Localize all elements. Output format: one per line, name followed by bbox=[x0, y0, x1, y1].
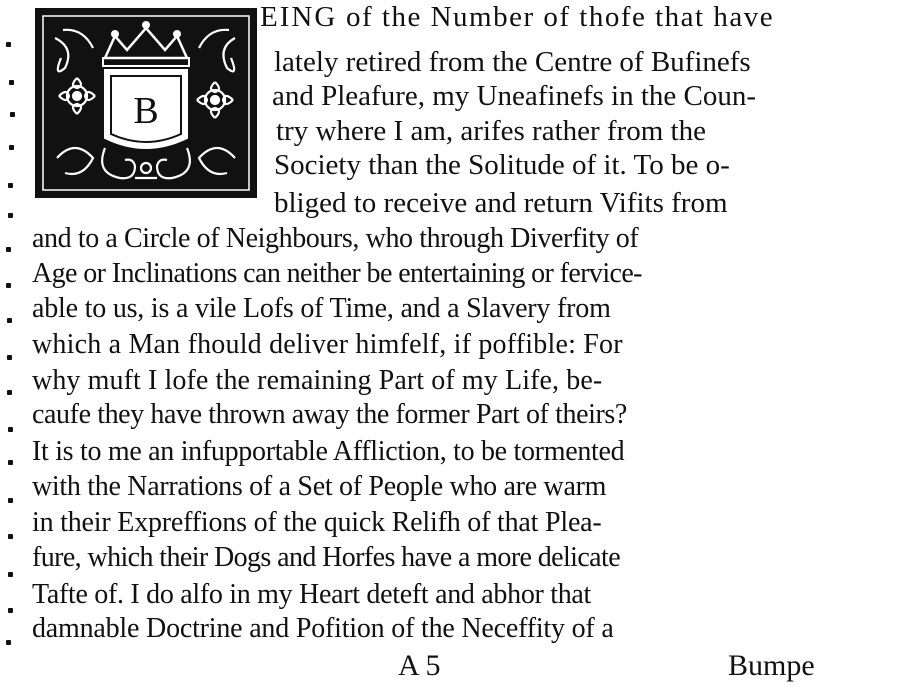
text-line-18: damnable Doctrine and Pofition of the Neceffity of a bbox=[32, 613, 614, 644]
text-line-13: It is to me an infupportable Affliction, to be tormented bbox=[32, 436, 625, 467]
text-line-8: Age or Inclinations can neither be entertaining or fervice- bbox=[32, 258, 642, 289]
first-line-rest: of the Number of thofe that have bbox=[346, 1, 775, 33]
text-line-6: bliged to receive and return Vifits from bbox=[274, 187, 728, 219]
text-line-3: and Pleafure, my Uneafinefs in the Coun- bbox=[272, 80, 756, 112]
left-margin-specks bbox=[0, 0, 30, 691]
text-line-9: able to us, is a vile Lofs of Time, and a Slavery from bbox=[32, 293, 611, 324]
decorated-initial-letter bbox=[35, 8, 257, 198]
text-line-1 bbox=[260, 0, 774, 34]
text-line-17: Tafte of. I do alfo in my Heart deteft and abhor that bbox=[32, 579, 592, 610]
catchword: Bumpe bbox=[728, 649, 815, 682]
initial-letter: B bbox=[133, 90, 159, 132]
text-line-12: caufe they have thrown away the former Part of theirs? bbox=[32, 399, 627, 430]
ornament-icon bbox=[35, 8, 257, 198]
signature-mark: A 5 bbox=[398, 649, 441, 682]
text-line-7: and to a Circle of Neighbours, who through Diverfity of bbox=[32, 223, 639, 254]
text-line-15: in their Expreffions of the quick Relifh of that Plea- bbox=[32, 507, 602, 538]
text-line-2: lately retired from the Centre of Bufinefs bbox=[274, 46, 751, 78]
text-line-5: Society than the Solitude of it. To be o- bbox=[274, 149, 730, 181]
first-word-caps: EING bbox=[260, 1, 338, 33]
text-line-16: fure, which their Dogs and Horfes have a more delicate bbox=[32, 542, 621, 573]
text-line-10: which a Man fhould deliver himfelf, if poffible: For bbox=[32, 329, 623, 360]
text-line-11: why muft I lofe the remaining Part of my Life, be- bbox=[32, 365, 603, 396]
text-line-4: try where I am, arifes rather from the bbox=[276, 115, 706, 147]
text-line-14: with the Narrations of a Set of People who are warm bbox=[32, 471, 607, 502]
